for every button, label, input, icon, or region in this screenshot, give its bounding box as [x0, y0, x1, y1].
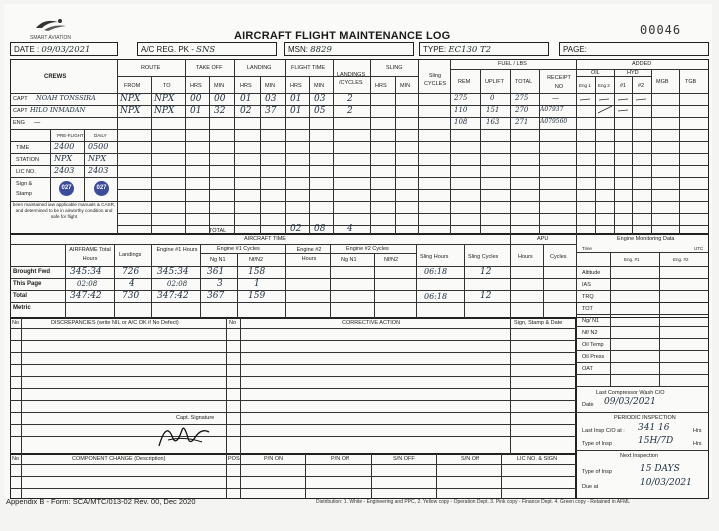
date-value: 09/03/2021: [41, 45, 91, 55]
fuel-uplift: 163: [486, 118, 500, 126]
em-param-oat: OAT: [582, 366, 593, 372]
total-landings: 4: [347, 224, 353, 234]
fuel-rem: 110: [454, 106, 468, 114]
logo-caption: SMART AVIATION: [30, 35, 72, 41]
fuel-header: FUEL / LBS: [498, 61, 527, 67]
due-at-label: Due at: [582, 484, 599, 490]
form-reference: Appendix B - Form: SCA/MTC/013-02 Rev. 00, Dec 2020: [6, 497, 196, 506]
airframe-value: 345:34: [70, 267, 102, 277]
sling-cycles-value: 12: [480, 267, 492, 277]
pn-off-header: P/N Off: [331, 456, 349, 462]
sling-header: SLING: [386, 65, 403, 71]
type-label: TYPE:: [423, 45, 447, 54]
em-param-ias: IAS: [582, 282, 591, 288]
landing-header: LANDING: [247, 65, 272, 71]
hyd-header: HYD: [627, 70, 639, 76]
pos-header: POS: [228, 456, 240, 462]
apu-cycles-header: Cycles: [550, 254, 567, 260]
eng2-hours-header: Engine #2 Hours: [296, 247, 322, 262]
crew-name: HILO INMADAN: [30, 106, 86, 114]
flight-from: NPX: [120, 106, 141, 116]
aircraft-time-title: AIRCRAFT TIME: [244, 236, 286, 242]
crew-name: NOAH TONSSIRA: [36, 94, 96, 102]
flight-from: NPX: [120, 94, 141, 104]
n1-value: 361: [207, 267, 225, 277]
preflight-time: 2400: [54, 142, 75, 151]
apu-hours-header: Hours: [518, 254, 533, 260]
em-eng1-header: Eng. #1: [624, 257, 640, 262]
last-insp-label: Last Insp C/O at :: [582, 428, 625, 434]
takeoff-hrs-header: HRS: [190, 83, 202, 89]
compressor-wash-label: Last Compressor Wash C/O: [596, 390, 665, 396]
date-field[interactable]: [10, 42, 118, 56]
em-param-nf: Nf/ N2: [582, 330, 598, 336]
daily-header: DAILY: [94, 133, 107, 138]
eng1-hours-value: 347:42: [157, 291, 189, 301]
sn-off-header-2: S/N Off: [461, 456, 479, 462]
n1-value: 367: [207, 291, 225, 301]
takeoff-min: 32: [214, 106, 226, 116]
comp-no-header: No: [12, 456, 20, 462]
n2-header: Nf/N2: [249, 257, 264, 263]
em-param-oil-temp: Oil Temp: [582, 342, 604, 348]
receipt-header: RECEIPT NO: [547, 75, 571, 90]
fuel-receipt: A079560: [540, 118, 568, 125]
page-title: AIRCRAFT FLIGHT MAINTENANCE LOG: [234, 30, 451, 42]
takeoff-min-header: MIN: [214, 83, 225, 89]
stamp-label: Stamp: [16, 191, 32, 197]
crew-name: —: [34, 118, 41, 126]
takeoff-min: 00: [214, 94, 226, 104]
apu-title: APU: [537, 236, 549, 242]
em-utc-label: UTC: [694, 246, 704, 251]
sign-stamp-date-header: Sign, Stamp & Date: [514, 320, 563, 326]
fuel-total: 275: [515, 94, 529, 102]
sn-off-header: S/N OFF: [393, 456, 415, 462]
takeoff-hrs: 01: [190, 106, 202, 116]
due-at-value: 10/03/2021: [640, 478, 692, 488]
ft-hrs-header: HRS: [290, 83, 302, 89]
next-type-value: 15 DAYS: [640, 464, 680, 474]
reg-label: A/C REG. PK -: [141, 45, 194, 54]
n2-value: 159: [248, 291, 266, 301]
sling-cycles-value: 12: [480, 291, 492, 301]
landings-count: 2: [347, 94, 353, 104]
pn-on-header: P/N ON: [264, 456, 283, 462]
em-param-altitude: Altitude: [582, 270, 601, 276]
fuel-total-header: TOTAL: [515, 79, 533, 85]
em-time-label: Time: [582, 246, 592, 251]
component-change-header: COMPONENT CHANGE (Description): [72, 456, 166, 462]
next-type-label: Type of Insp: [582, 469, 612, 475]
fuel-rem: 275: [454, 94, 468, 102]
flight-to: NPX: [154, 94, 175, 104]
landing-min: 37: [265, 106, 277, 116]
msn-label: MSN:: [288, 45, 308, 54]
at-landings-header: Landings: [119, 252, 142, 258]
page-label: PAGE:: [563, 45, 587, 54]
captain-signature-icon: [154, 418, 214, 452]
this-page-label: This Page: [13, 281, 42, 287]
crews-header: CREWS: [44, 74, 67, 80]
station-label: STATION: [16, 157, 40, 163]
next-inspection-label: Next Inspection: [620, 453, 658, 459]
uplift-header: UPLIFT: [485, 79, 504, 85]
takeoff-hrs: 00: [190, 94, 202, 104]
route-header: ROUTE: [141, 65, 161, 71]
insp-type-label: Type of Insp: [582, 441, 612, 447]
em-param-tot: TOT: [582, 306, 593, 312]
sling-cycles-header-2: Sling Cycles: [468, 254, 499, 260]
eng1-hours-header: Engine #1 Hours: [156, 247, 198, 253]
airframe-value: 347:42: [70, 291, 102, 301]
landing-hrs-header: HRS: [240, 83, 252, 89]
sling-cycles-header: Sling CYCLES: [423, 73, 446, 87]
mgb-header: MGB: [656, 79, 669, 85]
insp-type-value: 15H/7D: [638, 436, 674, 446]
landing-hrs: 01: [240, 94, 252, 104]
to-header: TO: [163, 83, 171, 89]
landings-count: 2: [347, 106, 353, 116]
total-min: 08: [314, 224, 326, 234]
page-field[interactable]: [559, 42, 709, 56]
takeoff-header: TAKE OFF: [196, 65, 223, 71]
sling-hours-value: 06:18: [424, 267, 448, 276]
lic-label: LIC NO.: [16, 169, 36, 175]
eng2-n1-header: Ng N1: [341, 257, 357, 263]
sling-min-header: MIN: [400, 83, 411, 89]
last-insp-unit: Hrs: [693, 428, 702, 434]
fuel-rem: 108: [454, 118, 468, 126]
corr-no-header: No: [229, 320, 237, 326]
n1-value: 3: [217, 279, 223, 289]
preflight-header: PRE-FLIGHT: [57, 133, 84, 138]
tgb-header: TGB: [685, 79, 697, 85]
daily-station: NPX: [88, 154, 107, 163]
preflight-lic: 2403: [54, 166, 75, 175]
fuel-total: 271: [515, 118, 529, 126]
discrepancy-section: [10, 318, 576, 454]
fuel-receipt: —: [552, 94, 559, 102]
added-dash-marks: [576, 93, 651, 129]
em-param-trq: TRQ: [582, 294, 594, 300]
msn-field[interactable]: [284, 42, 414, 56]
sling-hours-header: Sling Hours: [420, 254, 449, 260]
log-sheet: [4, 4, 712, 498]
oil-header: OIL: [591, 70, 600, 76]
flight-to: NPX: [154, 106, 175, 116]
oil-eng2-header: Eng 2: [598, 83, 610, 88]
type-field[interactable]: [419, 42, 549, 56]
fuel-total: 270: [515, 106, 529, 114]
wash-date-label: Date: [582, 402, 594, 408]
ft-hrs: 01: [290, 106, 302, 116]
ft-min-header: MIN: [314, 83, 325, 89]
em-eng2-header: Eng. #2: [673, 257, 689, 262]
oil-eng1-header: Eng 1: [579, 83, 591, 88]
total-label: Total: [13, 293, 27, 299]
landing-hrs: 02: [240, 106, 252, 116]
sign-label: Sign &: [16, 181, 33, 187]
totals-label: TOTAL: [209, 228, 227, 234]
periodic-inspection-label: PERIODIC INSPECTION: [614, 415, 676, 421]
corrective-action-header: CORRECTIVE ACTION: [342, 320, 401, 326]
crew-role: CAPT: [13, 96, 28, 102]
crew-role: ENG: [13, 120, 25, 126]
airframe-header: AIRFRAME Total Hours: [69, 247, 111, 262]
type-value: EC130 T2: [448, 45, 492, 55]
daily-stamp-icon: 027: [94, 181, 109, 196]
eng1-cycles-header: Engine #1 Cycles: [217, 246, 260, 252]
n2-value: 1: [254, 279, 260, 289]
wash-date-value: 09/03/2021: [604, 397, 656, 407]
insp-type-unit: Hrs: [693, 441, 702, 447]
preflight-stamp-icon: 027: [59, 181, 74, 196]
eng2-cycles-header: Engine #2 Cycles: [346, 246, 389, 252]
daily-lic: 2403: [88, 166, 109, 175]
crew-role: CAPT: [13, 108, 28, 114]
em-param-ng: Ng/ N1: [582, 318, 600, 324]
landing-min: 03: [265, 94, 277, 104]
from-header: FROM: [124, 83, 141, 89]
n1-header: Ng N1: [210, 257, 226, 263]
fuel-uplift: 0: [490, 94, 495, 102]
company-logo-icon: [34, 16, 68, 36]
cycles-header: /CYCLES: [339, 80, 363, 86]
em-param-oil-press: Oil Press: [582, 354, 605, 360]
capt-signature-label: Capt. Signature: [176, 415, 215, 421]
lic-sign-header: LIC NO. & SIGN: [517, 456, 558, 462]
landings-value: 726: [122, 267, 140, 277]
ft-hrs: 01: [290, 94, 302, 104]
n2-value: 158: [248, 267, 266, 277]
flight-time-header: FLIGHT TIME: [291, 65, 326, 71]
hyd2-header: #2: [638, 83, 645, 89]
reg-value: SNS: [196, 45, 216, 55]
eng1-hours-value: 02:08: [167, 280, 188, 288]
ft-min: 05: [314, 106, 326, 116]
time-label: TIME: [16, 145, 30, 151]
hyd1-header: #1: [620, 83, 627, 89]
eng2-n2-header: Nf/N2: [384, 257, 399, 263]
date-label: DATE :: [14, 45, 40, 54]
last-insp-value: 341 16: [638, 423, 670, 433]
daily-time: 0500: [88, 142, 109, 151]
distribution-note: Distribution: 1. White - Engineering and PPC, 2. Yellow copy - Operation Dept. 3. Pink copy - Finance Dept. 4. Green copy - Retained in AFML: [316, 499, 631, 505]
engine-monitoring-title: Engine Monitoring Data: [617, 236, 675, 242]
discrepancies-header: DISCREPANCIES (write NIL or A/C OK if No Defect): [51, 320, 179, 326]
landings-value: 4: [129, 279, 135, 289]
disc-no-header: No: [12, 320, 20, 326]
added-header: ADDED: [632, 61, 652, 67]
metric-label: Metric: [13, 305, 31, 311]
reg-field[interactable]: [137, 42, 277, 56]
rem-header: REM: [458, 79, 471, 85]
airworthiness-statement: been maintained iaw applicable manuals & CASR, and determined to be in airworthy condition and safe for flight: [12, 202, 116, 220]
ft-min: 03: [314, 94, 326, 104]
serial-number: 00046: [640, 23, 682, 37]
brought-fwd-label: Brought Fwd: [13, 269, 50, 275]
preflight-station: NPX: [54, 154, 73, 163]
landings-value: 730: [122, 291, 140, 301]
total-hrs: 02: [290, 224, 302, 234]
msn-value: 8829: [310, 45, 332, 55]
fuel-uplift: 151: [486, 106, 500, 114]
eng1-hours-value: 345:34: [157, 267, 189, 277]
landings-header: LANDINGS: [337, 72, 366, 78]
sling-hours-value: 06:18: [424, 292, 448, 301]
landing-min-header: MIN: [265, 83, 276, 89]
airframe-value: 02:08: [77, 280, 98, 288]
sling-hrs-header: HRS: [375, 83, 387, 89]
fuel-receipt: A07937: [540, 106, 564, 113]
